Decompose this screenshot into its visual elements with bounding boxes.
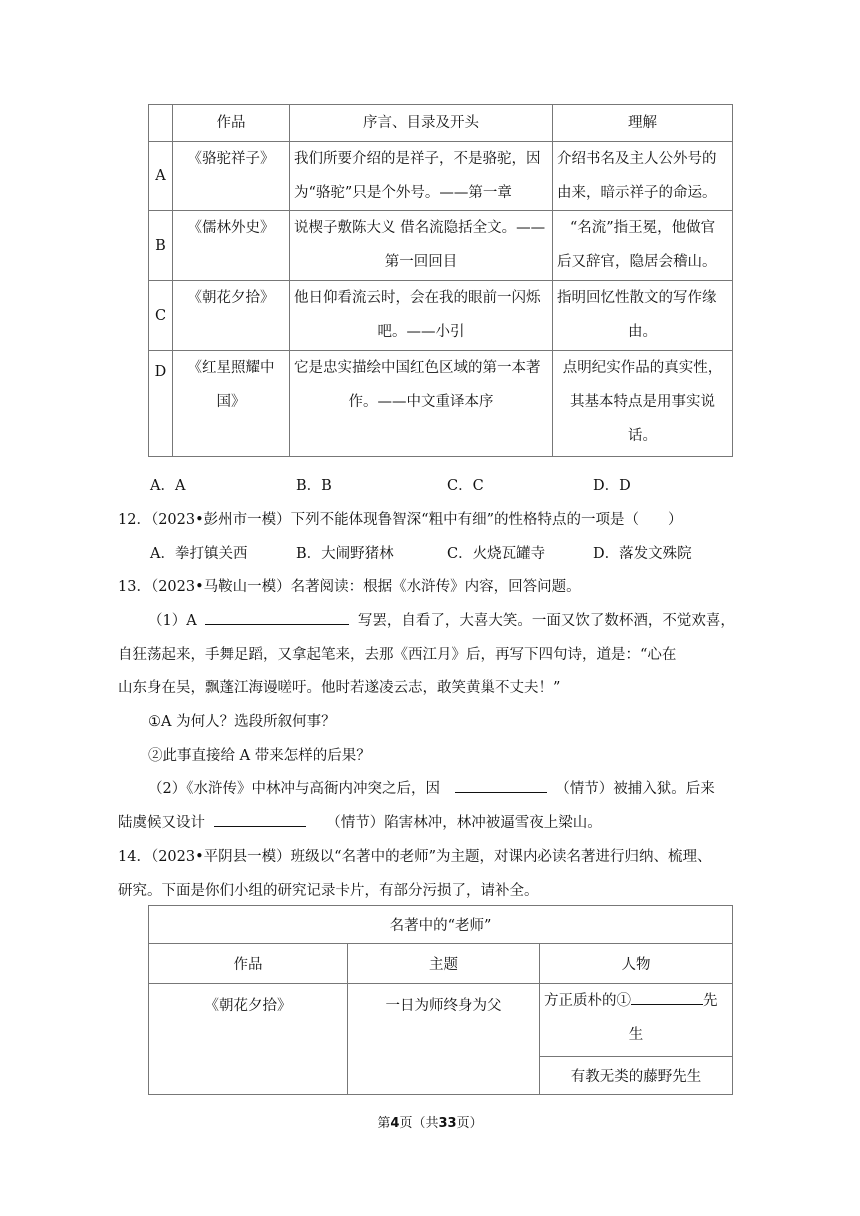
card-person-2: 有教无类的藤野先生 [540,1057,733,1095]
row-letter: C [149,281,173,351]
option-a: A．A [150,478,186,494]
question-13-part1-line3: 山东身在吴，飘蓬江海谩嗟吁。他时若遂凌云志，敢笑黄巢不丈夫！” [118,680,561,696]
row-intro: 它是忠实描绘中国红色区域的第一本著 作。——中文重译本序 [290,351,553,457]
question-13-stem: 13．（2023•马鞍山一模）名著阅读：根据《水浒传》内容，回答问题。 [118,579,581,595]
question-14-stem-line1: 14．（2023•平阴县一模）班级以“名著中的老师”为主题，对课内必读名著进行归纳、梳理、 [118,849,712,865]
header-cell: 序言、目录及开头 [290,105,553,142]
table-row [149,281,733,351]
header-cell: 作品 [149,944,348,984]
answer-blank[interactable] [631,990,703,1005]
card-work: 《朝花夕拾》 [149,984,348,1095]
row-work: 《骆驼祥子》 [173,142,290,211]
teacher-record-card [148,905,733,1095]
card-theme: 一日为师终身为父 [348,984,540,1095]
question-13-part1-line2: 自狂荡起来，手舞足蹈，又拿起笔来，去那《西江月》后，再写下四句诗，道是：“心在 [118,647,677,663]
option-a: A．拳打镇关西 [150,546,248,562]
row-understanding: 介绍书名及主人公外号的 由来，暗示祥子的命运。 [553,142,733,211]
table-row [149,351,733,457]
question-13-sub1: ①A 为何人？选段所叙何事？ [148,714,336,730]
row-understanding: 指明回忆性散文的写作缘 由。 [553,281,733,351]
table-row [149,211,733,281]
table-header-row [149,105,733,142]
row-work: 《儒林外史》 [173,211,290,281]
question-13-sub2: ②此事直接给 A 带来怎样的后果？ [148,748,371,764]
question-13-part2-line2: 陆虞候又设计 （情节）陷害林冲，林冲被逼雪夜上梁山。 [118,811,602,832]
row-intro: 说楔子敷陈大义 借名流隐括全文。—— 第一回回目 [290,211,553,281]
header-cell: 主题 [348,944,540,984]
option-b: B．大闹野猪林 [296,546,394,562]
row-work: 《朝花夕拾》 [173,281,290,351]
question-13-part2-line1: （2）《水浒传》中林冲与高衙内冲突之后，因 （情节）被捕入狱。后来 [148,777,715,798]
header-cell: 人物 [540,944,733,984]
header-cell: 理解 [553,105,733,142]
answer-blank[interactable] [455,778,547,793]
table-row [149,142,733,211]
works-comparison-table [148,104,733,457]
page-footer: 第4页（共33页） [377,1116,483,1131]
question-13-part1-line1: （1）A 写罢，自看了，大喜大笑。一面又饮了数杯酒，不觉欢喜， [148,609,735,630]
header-cell: 作品 [173,105,290,142]
option-b: B．B [296,478,332,494]
card-person-1: 方正质朴的① 先 生 [540,984,733,1057]
row-work: 《红星照耀中 国》 [173,351,290,457]
row-understanding: “名流”指王冕，他做官 后又辞官，隐居会稽山。 [553,211,733,281]
question-14-stem-line2: 研究。下面是你们小组的研究记录卡片，有部分污损了，请补全。 [118,883,539,899]
row-letter: D [149,351,173,457]
answer-blank[interactable] [205,610,349,625]
option-c: C．火烧瓦罐寺 [447,546,546,562]
row-understanding: 点明纪实作品的真实性， 其基本特点是用事实说 话。 [553,351,733,457]
row-intro: 我们所要介绍的是祥子，不是骆驼，因 为“骆驼”只是个外号。——第一章 [290,142,553,211]
header-cell [149,105,173,142]
option-d: D．落发文殊院 [593,546,692,562]
option-d: D．D [593,478,631,494]
question-12-stem: 12．（2023•彭州市一模）下列不能体现鲁智深“粗中有细”的性格特点的一项是（ ） [118,512,683,528]
row-letter: A [149,142,173,211]
option-c: C．C [447,478,484,494]
row-intro: 他日仰看流云时，会在我的眼前一闪烁 吧。——小引 [290,281,553,351]
card-title: 名著中的“老师” [149,906,733,944]
answer-blank[interactable] [214,812,306,827]
row-letter: B [149,211,173,281]
